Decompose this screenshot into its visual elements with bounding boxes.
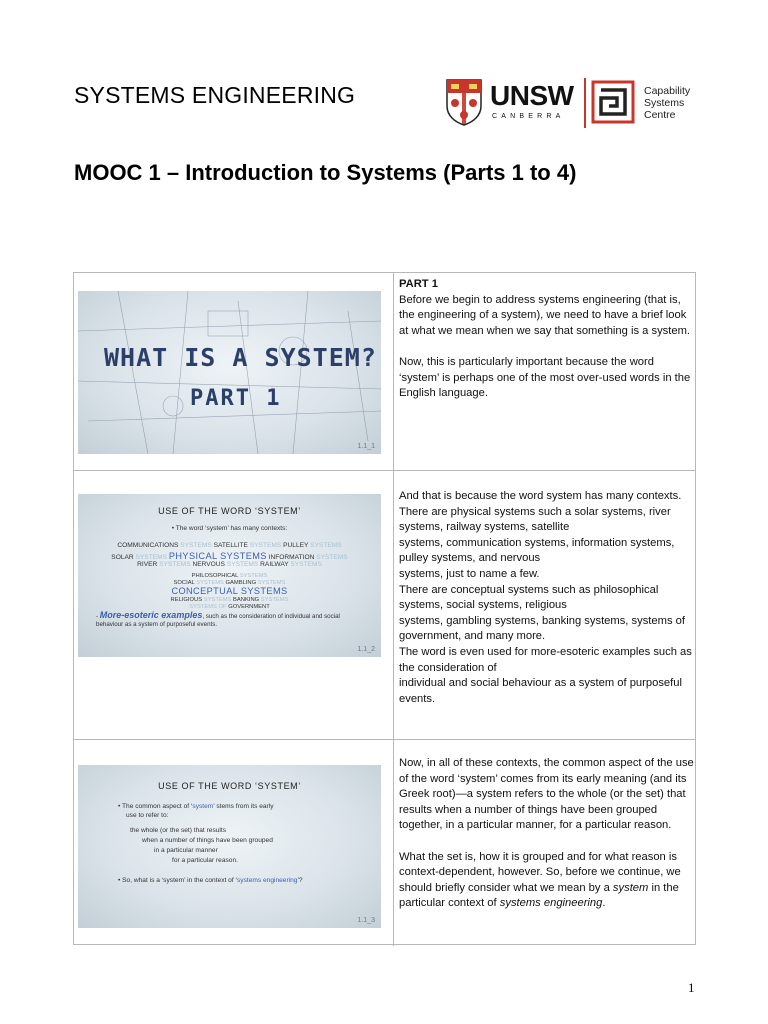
text-line: And that is because the word system has many contexts. [399, 490, 682, 502]
context-line: SYSTEMS OF GOVERNMENT [189, 604, 270, 610]
slide-bullet: • So, what is a ‘system’ in the context of ‘systems engineering’? [118, 877, 303, 884]
slide-line: for a particular reason. [172, 857, 238, 864]
slide-thumbnail [78, 291, 381, 454]
context-line: CONCEPTUAL SYSTEMS [171, 586, 288, 596]
text-line: individual and social behaviour as a system of purposeful events. [399, 677, 682, 705]
table-row [74, 273, 695, 471]
transcript-text [399, 756, 695, 912]
slide-title: WHAT IS A SYSTEM? [104, 343, 377, 372]
table-row [74, 740, 695, 946]
page-number: 1 [688, 980, 695, 995]
paragraph: Before we begin to address systems engineering (that is, the engineering of a system), we need to have a brief look at what we mean when we say that something is a system. [399, 293, 691, 337]
part-label: PART 1 [399, 278, 438, 290]
text-line: The word is even used for more-esoteric examples such as the consideration of [399, 645, 692, 674]
unsw-crest-icon [445, 78, 483, 126]
slide-line: in a particular manner [154, 847, 218, 854]
context-line: RELIGIOUS SYSTEMS BANKING SYSTEMS [170, 597, 289, 603]
slide-number: 1.1_2 [357, 646, 375, 653]
table-row [74, 471, 695, 740]
text-line: systems, gambling systems, banking systems, systems of government, and many more. [399, 614, 685, 643]
text-line: There are conceptual systems such as philosophical systems, social systems, religious [399, 583, 659, 612]
text-line: There are physical systems such a solar systems, river systems, railway systems, satellite [399, 505, 671, 534]
paragraph: What the set is, how it is grouped and for what reason is context-dependent, however. So, before we continue, we should briefly consider what we mean by a system in the particular context of systems engineering. [399, 850, 681, 910]
context-line: COMMUNICATIONS SYSTEMS SATELLITE SYSTEMS PULLEY SYSTEMS [117, 542, 342, 549]
logo-group [445, 76, 705, 132]
text-line: systems, communication systems, information systems, pulley systems, and nervous [399, 536, 675, 565]
blueprint-lines [78, 291, 381, 454]
context-line: SOCIAL SYSTEMS GAMBLING SYSTEMS [173, 580, 286, 586]
document-title: MOOC 1 – Introduction to Systems (Parts 1 to 4) [74, 160, 577, 185]
slide-esoteric-bullet: - More-esoteric examples, such as the consideration of individual and social behaviour as a system of purposeful events. [96, 610, 340, 628]
transcript-text [399, 489, 695, 707]
capability-systems-centre-icon [591, 80, 635, 124]
slide-line: when a number of things have been grouped [142, 837, 273, 844]
slide-subtitle: PART 1 [190, 386, 282, 411]
header-title: SYSTEMS ENGINEERING [74, 82, 356, 108]
transcript-text [399, 277, 695, 417]
slide-bullet: • The word ‘system’ has many contexts: [171, 525, 288, 532]
logo-divider [584, 78, 586, 128]
unsw-logo-text: UNSW [490, 80, 574, 111]
slide-thumbnail [78, 494, 381, 657]
slide-bullet: • The common aspect of ‘system’ stems from its early [118, 803, 274, 810]
slide-thumbnail [78, 765, 381, 928]
canberra-logo-text: CANBERRA [492, 113, 565, 120]
context-line: SOLAR SYSTEMS PHYSICAL SYSTEMS INFORMATION SYSTEMS [111, 551, 348, 561]
transcript-table [73, 272, 696, 945]
csc-logo-text: Capability Systems Centre [644, 85, 691, 121]
slide-heading: USE OF THE WORD ‘SYSTEM’ [158, 781, 301, 791]
slide-number: 1.1_1 [357, 443, 375, 450]
paragraph: Now, this is particularly important because the word ‘system’ is perhaps one of the most over-used words in the English language. [399, 355, 691, 400]
paragraph: Now, in all of these contexts, the common aspect of the use of the word ‘system’ comes from its early meaning (and its Greek root)—a system refers to the whole (or the set) that results when a number of things have been grouped together, in a particular manner, for a particular reason. [399, 757, 694, 832]
context-line: RIVER SYSTEMS NERVOUS SYSTEMS RAILWAY SYSTEMS [137, 561, 322, 568]
text-line: systems, just to name a few. [399, 567, 540, 580]
slide-number: 1.1_3 [357, 917, 375, 924]
slide-line: the whole (or the set) that results [130, 827, 227, 834]
context-line: PHILOSOPHICAL SYSTEMS [191, 573, 268, 579]
slide-heading: USE OF THE WORD ‘SYSTEM’ [158, 506, 301, 516]
slide-line: use to refer to: [126, 812, 169, 819]
